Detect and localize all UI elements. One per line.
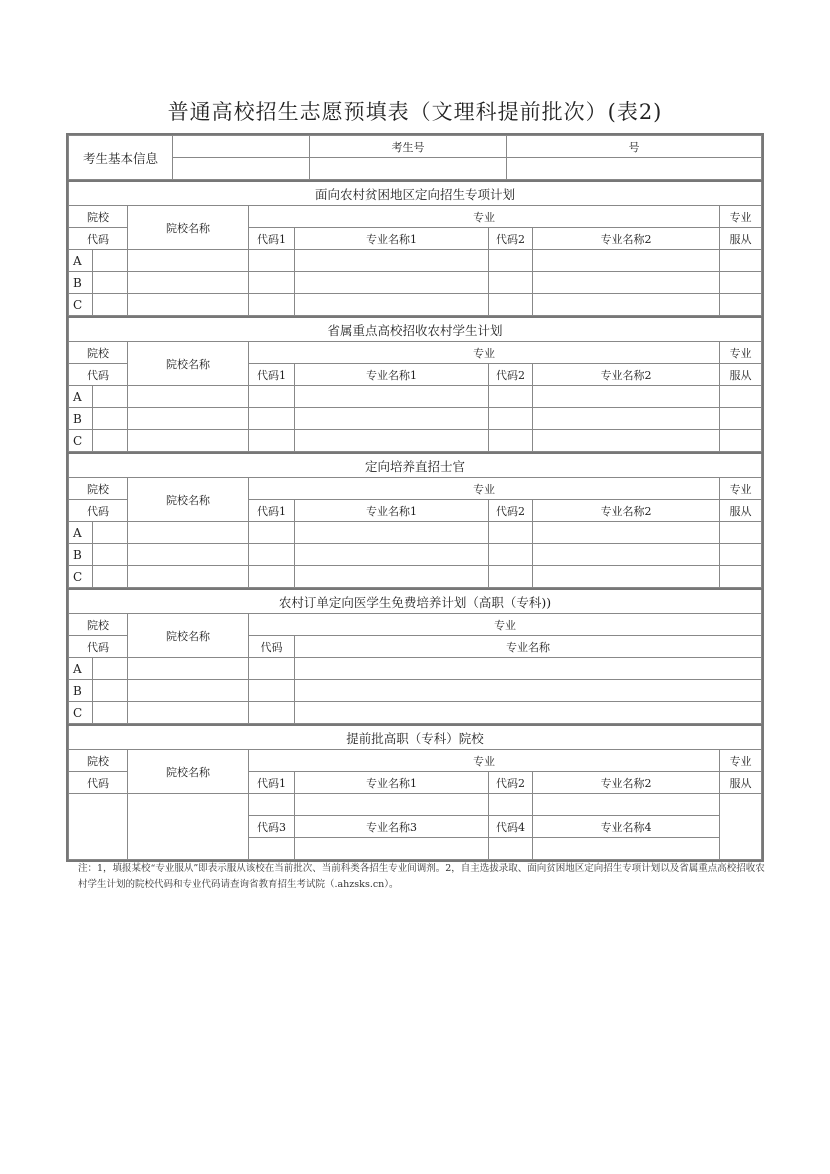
choice-letter: B xyxy=(69,272,93,294)
major-name4-field[interactable] xyxy=(533,838,720,860)
obey-header: 专业 xyxy=(720,750,762,772)
major-header: 专业 xyxy=(249,478,720,500)
major-name-field[interactable] xyxy=(295,680,762,702)
choice-row xyxy=(69,680,762,702)
major-code2-field[interactable] xyxy=(489,250,533,272)
section-table xyxy=(68,724,762,860)
name3-header: 专业名称3 xyxy=(295,816,489,838)
obey-header: 专业 xyxy=(720,206,762,228)
school-code-header: 代码 xyxy=(69,364,128,386)
obey-header: 服从 xyxy=(720,364,762,386)
major-name-field[interactable] xyxy=(295,658,762,680)
major-name2-field[interactable] xyxy=(533,250,720,272)
major-code4-field[interactable] xyxy=(489,838,533,860)
school-name-header: 院校名称 xyxy=(128,342,249,386)
choice-letter: A xyxy=(69,386,93,408)
choice-row xyxy=(69,294,762,316)
section-table xyxy=(68,452,762,588)
major-name2-field[interactable] xyxy=(533,408,720,430)
school-code-field[interactable] xyxy=(93,702,128,724)
code2-header: 代码2 xyxy=(489,364,533,386)
major-code1-field[interactable] xyxy=(249,544,295,566)
school-code-header: 代码 xyxy=(69,772,128,794)
major-header: 专业 xyxy=(249,342,720,364)
school-code-field[interactable] xyxy=(93,430,128,452)
section-table xyxy=(68,316,762,452)
choice-letter: A xyxy=(69,658,93,680)
school-name-field[interactable] xyxy=(128,566,249,588)
code2-header: 代码2 xyxy=(489,772,533,794)
exam-no-label: 考生号 xyxy=(310,136,507,158)
school-name-field[interactable] xyxy=(128,250,249,272)
major-code1-field[interactable] xyxy=(249,250,295,272)
school-code-header: 代码 xyxy=(69,636,128,658)
major-code2-field[interactable] xyxy=(489,294,533,316)
code3-header: 代码3 xyxy=(249,816,295,838)
school-name-field[interactable] xyxy=(128,680,249,702)
major-name2-field[interactable] xyxy=(533,430,720,452)
section-table xyxy=(68,180,762,316)
major-code-field[interactable] xyxy=(249,680,295,702)
choice-letter: C xyxy=(69,430,93,452)
major-code1-field[interactable] xyxy=(249,522,295,544)
info-field[interactable] xyxy=(173,136,310,158)
choice-row xyxy=(69,386,762,408)
school-name-field[interactable] xyxy=(128,544,249,566)
choice-letter: B xyxy=(69,680,93,702)
major-name1-field[interactable] xyxy=(295,294,489,316)
name2-header: 专业名称2 xyxy=(533,772,720,794)
school-name-field[interactable] xyxy=(128,522,249,544)
name2-header: 专业名称2 xyxy=(533,364,720,386)
code2-header: 代码2 xyxy=(489,228,533,250)
school-name-field[interactable] xyxy=(128,658,249,680)
school-code-field[interactable] xyxy=(93,386,128,408)
major-name1-field[interactable] xyxy=(295,272,489,294)
choice-row xyxy=(69,430,762,452)
code1-header: 代码1 xyxy=(249,364,295,386)
choice-letter: C xyxy=(69,294,93,316)
obey-field[interactable] xyxy=(720,794,762,860)
school-code-field[interactable] xyxy=(93,408,128,430)
info-field[interactable] xyxy=(173,158,310,180)
school-code-header: 院校 xyxy=(69,478,128,500)
major-name3-field[interactable] xyxy=(295,838,489,860)
major-name1-field[interactable] xyxy=(295,386,489,408)
major-name-field[interactable] xyxy=(295,702,762,724)
school-code-field[interactable] xyxy=(93,566,128,588)
code1-header: 代码1 xyxy=(249,500,295,522)
major-code2-field[interactable] xyxy=(489,544,533,566)
major-code1-field[interactable] xyxy=(249,566,295,588)
school-name-field[interactable] xyxy=(128,702,249,724)
major-name2-field[interactable] xyxy=(533,522,720,544)
major-name2-field[interactable] xyxy=(533,566,720,588)
major-code2-field[interactable] xyxy=(489,386,533,408)
school-code-header: 院校 xyxy=(69,750,128,772)
school-code-header: 院校 xyxy=(69,342,128,364)
obey-field[interactable] xyxy=(720,544,762,566)
school-code-field[interactable] xyxy=(93,658,128,680)
section-title: 定向培养直招士官 xyxy=(69,453,762,478)
major-code3-field[interactable] xyxy=(249,838,295,860)
major-code1-field[interactable] xyxy=(249,272,295,294)
major-code-field[interactable] xyxy=(249,702,295,724)
application-form xyxy=(66,133,764,862)
school-name-field[interactable] xyxy=(128,430,249,452)
section-title: 农村订单定向医学生免费培养计划（高职（专科)) xyxy=(69,589,762,614)
obey-header: 专业 xyxy=(720,342,762,364)
school-name-field[interactable] xyxy=(128,794,249,860)
choice-letter: A xyxy=(69,522,93,544)
major-code2-field[interactable] xyxy=(489,430,533,452)
choice-row xyxy=(69,544,762,566)
school-code-field[interactable] xyxy=(93,522,128,544)
code1-header: 代码1 xyxy=(249,228,295,250)
name2-header: 专业名称2 xyxy=(533,228,720,250)
major-code1-field[interactable] xyxy=(249,294,295,316)
section-title: 面向农村贫困地区定向招生专项计划 xyxy=(69,181,762,206)
major-name2-field[interactable] xyxy=(533,272,720,294)
footnote: 注：1，填报某校“专业服从”即表示服从该校在当前批次、当前科类各招生专业间调剂。2，自主选拔录取、面向贫困地区定向招生专项计划以及省属重点高校招收农村学生计划的院校代码和专业代码请查询省教育招生考试院（.ahzsks.cn）。 xyxy=(78,863,765,890)
school-name-field[interactable] xyxy=(128,386,249,408)
choice-row xyxy=(69,250,762,272)
choice-row xyxy=(69,408,762,430)
exam-no-field[interactable] xyxy=(310,158,507,180)
code1-header: 代码1 xyxy=(249,772,295,794)
major-header: 专业 xyxy=(249,750,720,772)
choice-row xyxy=(69,566,762,588)
student-info-table xyxy=(68,135,762,180)
student-info-label: 考生基本信息 xyxy=(69,136,173,180)
code4-header: 代码4 xyxy=(489,816,533,838)
name2-header: 专业名称2 xyxy=(533,500,720,522)
major-name1-field[interactable] xyxy=(295,250,489,272)
major-code1-field[interactable] xyxy=(249,408,295,430)
school-code-field[interactable] xyxy=(93,294,128,316)
section-table xyxy=(68,588,762,724)
obey-header: 专业 xyxy=(720,478,762,500)
obey-header: 服从 xyxy=(720,500,762,522)
choice-letter: A xyxy=(69,250,93,272)
major-name1-field[interactable] xyxy=(295,566,489,588)
name-header: 专业名称 xyxy=(295,636,762,658)
school-name-header: 院校名称 xyxy=(128,614,249,658)
major-code2-field[interactable] xyxy=(489,794,533,816)
obey-field[interactable] xyxy=(720,250,762,272)
school-name-header: 院校名称 xyxy=(128,750,249,794)
choice-letter: C xyxy=(69,566,93,588)
school-code-header: 院校 xyxy=(69,206,128,228)
choice-row xyxy=(69,272,762,294)
school-name-field[interactable] xyxy=(128,408,249,430)
school-name-field[interactable] xyxy=(128,272,249,294)
page-title: 普通高校招生志愿预填表（文理科提前批次）(表2) xyxy=(167,100,663,124)
major-name2-field[interactable] xyxy=(533,294,720,316)
major-code2-field[interactable] xyxy=(489,408,533,430)
name1-header: 专业名称1 xyxy=(295,364,489,386)
major-name1-field[interactable] xyxy=(295,522,489,544)
school-code-field[interactable] xyxy=(93,544,128,566)
school-name-header: 院校名称 xyxy=(128,478,249,522)
obey-header: 服从 xyxy=(720,228,762,250)
major-code1-field[interactable] xyxy=(249,430,295,452)
obey-field[interactable] xyxy=(720,566,762,588)
major-code1-field[interactable] xyxy=(249,386,295,408)
no-field[interactable] xyxy=(507,158,762,180)
major-code1-field[interactable] xyxy=(249,794,295,816)
major-name1-field[interactable] xyxy=(295,430,489,452)
name1-header: 专业名称1 xyxy=(295,500,489,522)
school-code-header: 代码 xyxy=(69,500,128,522)
choice-row xyxy=(69,702,762,724)
school-code-field[interactable] xyxy=(93,680,128,702)
choice-row xyxy=(69,658,762,680)
name4-header: 专业名称4 xyxy=(533,816,720,838)
name1-header: 专业名称1 xyxy=(295,228,489,250)
major-name1-field[interactable] xyxy=(295,408,489,430)
obey-field[interactable] xyxy=(720,294,762,316)
choice-letter: B xyxy=(69,544,93,566)
major-header: 专业 xyxy=(249,206,720,228)
major-name2-field[interactable] xyxy=(533,386,720,408)
major-code2-field[interactable] xyxy=(489,272,533,294)
section-title: 省属重点高校招收农村学生计划 xyxy=(69,317,762,342)
major-name2-field[interactable] xyxy=(533,544,720,566)
section-title: 提前批高职（专科）院校 xyxy=(69,725,762,750)
major-header: 专业 xyxy=(249,614,762,636)
choice-row xyxy=(69,522,762,544)
school-name-header: 院校名称 xyxy=(128,206,249,250)
major-name2-field[interactable] xyxy=(533,794,720,816)
obey-field[interactable] xyxy=(720,408,762,430)
school-code-field[interactable] xyxy=(69,794,128,860)
no-label: 号 xyxy=(507,136,762,158)
school-code-field[interactable] xyxy=(93,250,128,272)
school-code-field[interactable] xyxy=(93,272,128,294)
school-name-field[interactable] xyxy=(128,294,249,316)
obey-field[interactable] xyxy=(720,430,762,452)
obey-field[interactable] xyxy=(720,386,762,408)
obey-header: 服从 xyxy=(720,772,762,794)
major-name1-field[interactable] xyxy=(295,544,489,566)
school-code-header: 院校 xyxy=(69,614,128,636)
name1-header: 专业名称1 xyxy=(295,772,489,794)
code-header: 代码 xyxy=(249,636,295,658)
code2-header: 代码2 xyxy=(489,500,533,522)
choice-letter: C xyxy=(69,702,93,724)
major-code-field[interactable] xyxy=(249,658,295,680)
major-name1-field[interactable] xyxy=(295,794,489,816)
obey-field[interactable] xyxy=(720,272,762,294)
major-code2-field[interactable] xyxy=(489,522,533,544)
major-code2-field[interactable] xyxy=(489,566,533,588)
obey-field[interactable] xyxy=(720,522,762,544)
school-code-header: 代码 xyxy=(69,228,128,250)
choice-letter: B xyxy=(69,408,93,430)
